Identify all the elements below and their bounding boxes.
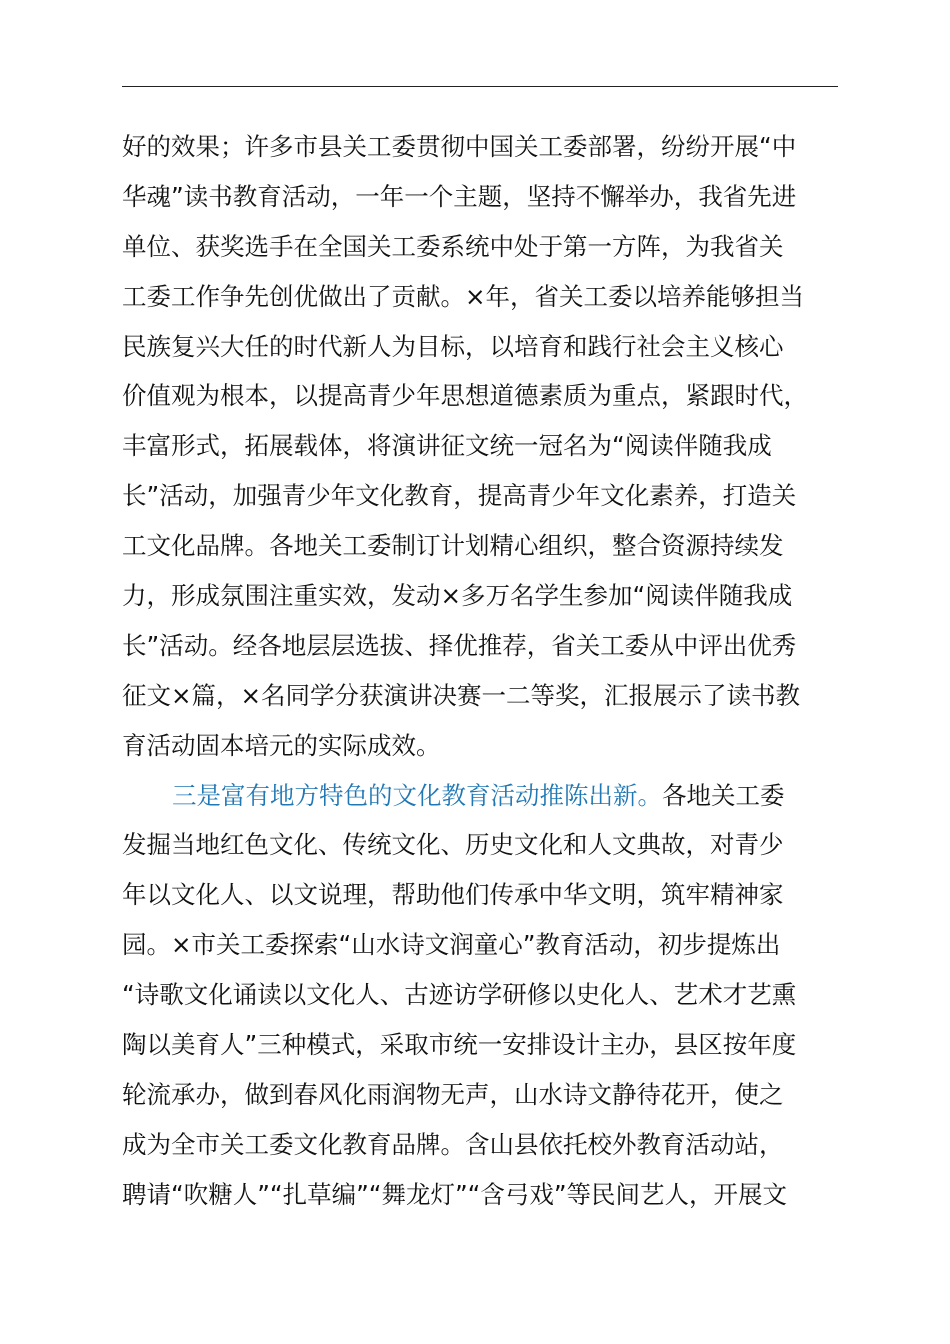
- text-line: 工文化品牌。各地关工委制订计划精心组织，整合资源持续发: [122, 531, 784, 561]
- text-line: 轮流承办，做到春风化雨润物无声，山水诗文静待花开，使之: [122, 1079, 784, 1109]
- paragraph-1: [122, 122, 862, 771]
- section-heading: 三是富有地方特色的文化教育活动推陈出新。: [172, 780, 662, 810]
- text-line: 价值观为根本，以提高青少年思想道德素质为重点，紧跟时代，: [122, 381, 808, 411]
- text-line: 园。×市关工委探索“山水诗文润童心”教育活动，初步提炼出: [122, 930, 781, 960]
- text-line: 年以文化人、以文说理，帮助他们传承中华文明，筑牢精神家: [122, 880, 784, 910]
- text-line: 民族复兴大任的时代新人为目标，以培育和践行社会主义核心: [122, 331, 784, 361]
- text-line: “诗歌文化诵读以文化人、古迹访学研修以史化人、艺术才艺熏: [122, 980, 797, 1010]
- heading-line-rest: 各地关工委: [662, 780, 785, 810]
- text-line: 成为全市关工委文化教育品牌。含山县依托校外教育活动站，: [122, 1129, 784, 1159]
- paragraph-2: [122, 771, 862, 1220]
- text-line: 好的效果；许多市县关工委贯彻中国关工委部署，纷纷开展“中: [122, 132, 797, 161]
- text-line: 长”活动，加强青少年文化教育，提高青少年文化素养，打造关: [122, 481, 797, 511]
- text-line: 征文×篇，×名同学分获演讲决赛一二等奖，汇报展示了读书教: [122, 680, 801, 710]
- header-rule: [122, 86, 838, 87]
- paragraph-2-first-line: [122, 771, 862, 821]
- text-line: 力，形成氛围注重实效，发动×多万名学生参加“阅读伴随我成: [122, 581, 793, 611]
- text-line: 丰富形式，拓展载体，将演讲征文统一冠名为“阅读伴随我成: [122, 431, 772, 461]
- text-line: 单位、获奖选手在全国关工委系统中处于第一方阵，为我省关: [122, 231, 784, 261]
- text-line: 陶以美育人”三种模式，采取市统一安排设计主办，县区按年度: [122, 1030, 797, 1060]
- text-line: 长”活动。经各地层层选拔、择优推荐，省关工委从中评出优秀: [122, 630, 797, 660]
- text-line: 发掘当地红色文化、传统文化、历史文化和人文典故，对青少: [122, 830, 784, 860]
- body-text: [122, 122, 862, 1220]
- text-line: 工委工作争先创优做出了贡献。×年，省关工委以培养能够担当: [122, 281, 805, 311]
- text-line: 聘请“吹糖人”“扎草编”“舞龙灯”“含弓戏”等民间艺人，开展文: [122, 1179, 788, 1209]
- text-line: 华魂”读书教育活动，一年一个主题，坚持不懈举办，我省先进: [122, 181, 797, 211]
- text-line: 育活动固本培元的实际成效。: [122, 730, 441, 760]
